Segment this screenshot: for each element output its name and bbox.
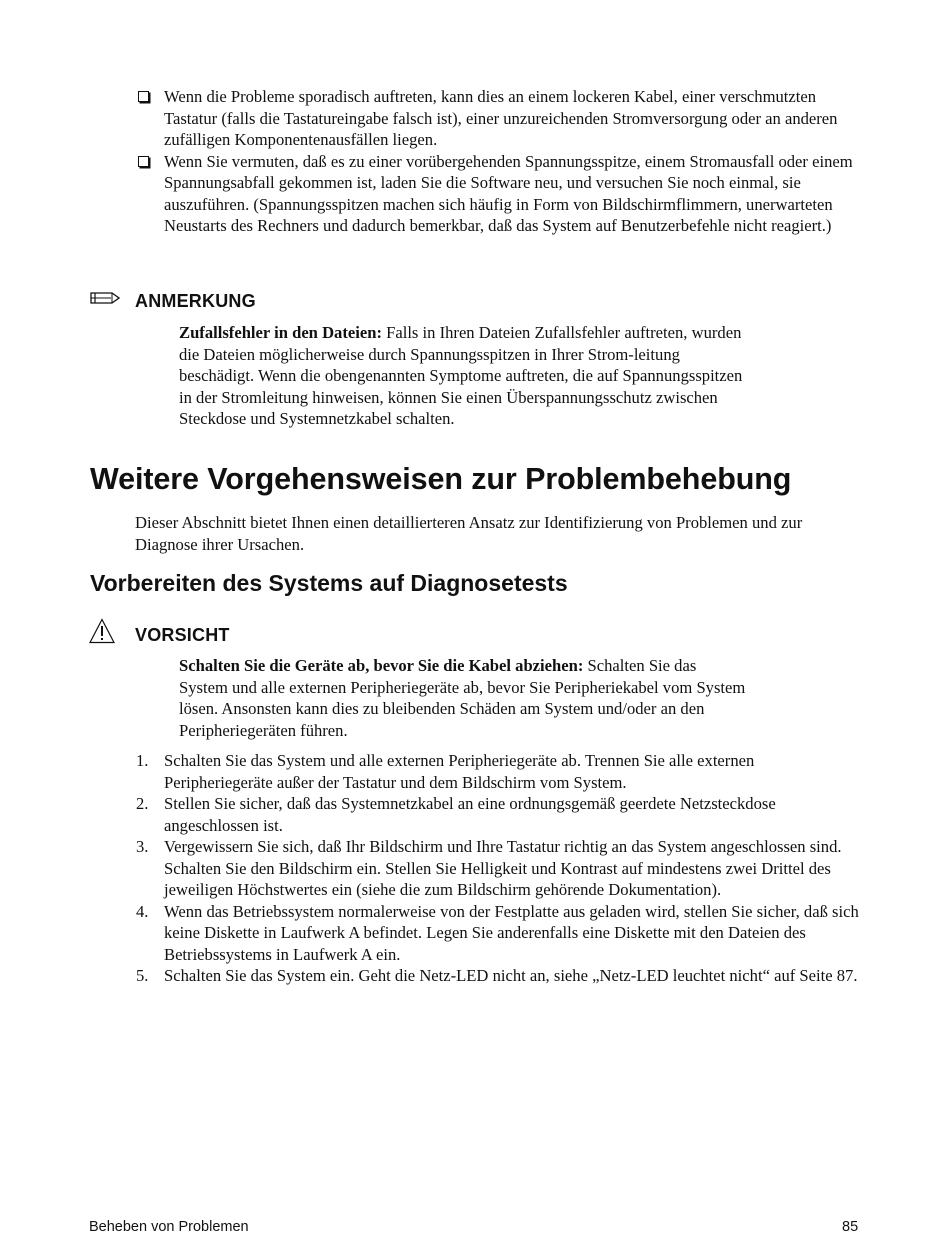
note-lead: Zufallsfehler in den Dateien: bbox=[179, 323, 382, 342]
step-item bbox=[136, 750, 861, 793]
footer-chapter: Beheben von Problemen bbox=[89, 1219, 249, 1235]
bullet-item bbox=[136, 151, 856, 237]
caution-title: VORSICHT bbox=[135, 625, 230, 645]
step-number: 4. bbox=[136, 901, 149, 921]
step-text: Schalten Sie das System ein. Geht die Netz-LED nicht an, siehe „Netz-LED leuchtet nicht“ auf Seite 87. bbox=[164, 966, 858, 985]
caution-lead: Schalten Sie die Geräte ab, bevor Sie die Kabel abziehen: bbox=[179, 656, 584, 675]
step-item bbox=[136, 965, 861, 987]
subsection-title: Vorbereiten des Systems auf Diagnosetests bbox=[90, 570, 568, 596]
bullet-list bbox=[136, 86, 856, 237]
steps-list bbox=[136, 750, 861, 987]
step-number: 5. bbox=[136, 966, 149, 985]
step-item bbox=[136, 836, 861, 901]
checkbox-bullet-icon bbox=[138, 91, 149, 102]
note-body bbox=[179, 322, 749, 430]
step-item bbox=[136, 901, 861, 966]
step-item bbox=[136, 793, 861, 836]
step-text: Vergewissern Sie sich, daß Ihr Bildschirm und Ihre Tastatur richtig an das System angeschlossen sind. Schalten Sie den Bildschirm ein. Stellen Sie Helligkeit und Kontrast auf mindestens zwei Drittel des jeweiligen Höchstwertes ein (siehe die zum Bildschirm gehörende Dokumentation). bbox=[164, 837, 842, 899]
section-title: Weitere Vorgehensweisen zur Problembehebung bbox=[90, 462, 792, 496]
step-number: 3. bbox=[136, 837, 149, 856]
bullet-item bbox=[136, 86, 856, 151]
page-number: 85 bbox=[842, 1219, 859, 1235]
step-number: 2. bbox=[136, 794, 149, 813]
step-number: 1. bbox=[136, 751, 149, 770]
checkbox-bullet-icon bbox=[138, 156, 149, 167]
note-title: ANMERKUNG bbox=[135, 291, 256, 311]
note-text: Falls in Ihren Dateien Zufallsfehler auftreten, wurden die Dateien möglicherweise durch Spannungsspitzen in Ihrer Strom-leitung beschädigt. Wenn die obengenannten Symptome auftreten, die auf Spannungsspitzen in der Stromleitung hinweisen, können Sie einen Überspannungsschutz zwischen Steckdose und Systemnetzkabel schalten. bbox=[179, 323, 743, 428]
bullet-text: Wenn Sie vermuten, daß es zu einer vorübergehenden Spannungsspitze, einem Stromausfall oder einem Spannungsabfall gekommen ist, laden Sie die Software neu, und versuchen Sie noch einmal, sie auszuführen. (Spannungsspitzen machen sich häufig in Form von Bildschirmflimmern, unerwarteten Neustarts des Rechners und dadurch bemerkbar, daß das System auf Benutzerbefehle nicht reagiert.) bbox=[164, 151, 853, 235]
step-text: Stellen Sie sicher, daß das Systemnetzkabel an eine ordnungsgemäß geerdete Netzsteckdose angeschlossen ist. bbox=[164, 794, 776, 835]
step-text: Wenn das Betriebssystem normalerweise von der Festplatte aus geladen wird, stellen Sie sicher, daß sich keine Diskette in Laufwerk A befindet. Legen Sie anderenfalls eine Diskette mit den Dateien des Betriebssystems in Laufwerk A ein. bbox=[164, 901, 859, 964]
bullet-text: Wenn die Probleme sporadisch auftreten, kann dies an einem lockeren Kabel, einer verschmutzten Tastatur (falls die Tastatureingabe falsch ist), einer unzureichenden Stromversorgung oder an anderen zufälligen Komponentenausfällen liegen. bbox=[164, 87, 838, 149]
step-text: Schalten Sie das System und alle externen Peripheriegeräte ab. Trennen Sie alle externen Peripheriegeräte außer der Tastatur und dem Bildschirm vom System. bbox=[164, 751, 755, 792]
pencil-icon bbox=[90, 290, 120, 306]
section-intro: Dieser Abschnitt bietet Ihnen einen detaillierteren Ansatz zur Identifizierung von Problemen und zur Diagnose ihrer Ursachen. bbox=[135, 513, 803, 554]
caution-body bbox=[179, 655, 749, 741]
caution-text: Schalten Sie das System und alle externen Peripheriegeräte ab, bevor Sie Peripheriekabel vom System lösen. Ansonsten kann dies zu bleibenden Schäden am System und/oder an den Peripheriegeräten führen. bbox=[179, 656, 746, 740]
warning-triangle-icon bbox=[89, 618, 115, 644]
